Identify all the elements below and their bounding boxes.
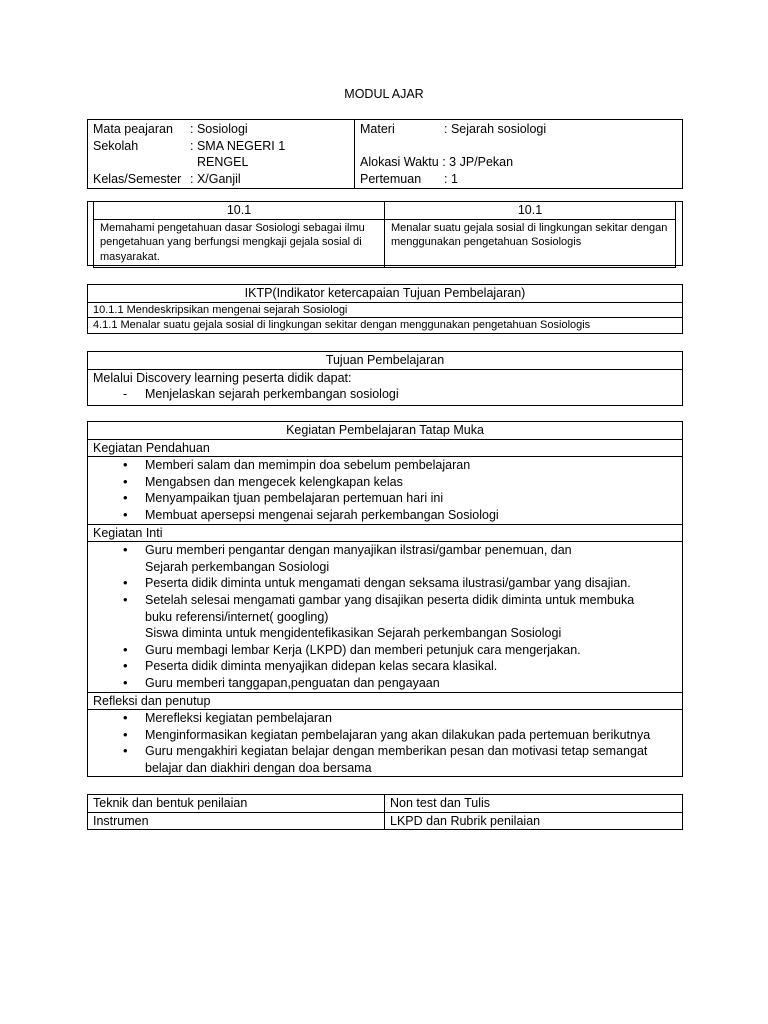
- list-item-cont: Sejarah perkembangan Sosiologi: [145, 559, 330, 574]
- list-item: • Merefleksi kegiatan pembelajaran: [93, 710, 677, 727]
- refleksi-list: [88, 710, 683, 777]
- tujuan-table: [87, 351, 683, 406]
- iktp-table: [87, 284, 683, 334]
- info-right-cell: [355, 120, 683, 189]
- materi-value: : Sejarah sosiologi: [444, 122, 547, 136]
- penilaian-label: Teknik dan bentuk penilaian: [88, 795, 385, 813]
- list-item: • Guru memberi pengantar dengan manyajikan ilstrasi/gambar penemuan, dan: [93, 542, 677, 559]
- kd-left-code: 10.1: [94, 202, 385, 220]
- list-item: • Guru memberi tanggapan,penguatan dan pengayaan: [93, 675, 677, 692]
- kelas-value: : X/Ganjil: [190, 171, 241, 186]
- info-left-cell: [88, 120, 355, 189]
- tujuan-body: [88, 369, 683, 405]
- alokasi-waktu: Alokasi Waktu : 3 JP/Pekan: [360, 155, 514, 170]
- list-item: • Peserta didik diminta untuk mengamati dengan seksama ilustrasi/gambar yang disajian.: [93, 575, 677, 592]
- list-item: • Setelah selesai mengamati gambar yang disajikan peserta didik diminta untuk membuka: [93, 592, 677, 609]
- list-item-cont: belajar dan diakhiri dengan doa bersama: [145, 760, 372, 775]
- tujuan-item: - Menjelaskan sejarah perkembangan sosiologi: [93, 386, 677, 403]
- sekolah-value: : SMA NEGERI 1: [190, 138, 286, 153]
- mata-pelajaran-value: : Sosiologi: [190, 122, 248, 136]
- list-item-cont: Siswa diminta untuk mengidentefikasikan Sejarah perkembangan Sosiologi: [145, 626, 562, 641]
- kd-right-text: Menalar suatu gejala sosial di lingkungan sekitar dengan menggunakan pengetahuan Sosiologis: [385, 219, 676, 267]
- list-item: • Memberi salam dan memimpin doa sebelum pembelajaran: [93, 457, 677, 474]
- list-item: • Membuat apersepsi mengenai sejarah perkembangan Sosiologi: [93, 507, 677, 524]
- sekolah-label: Sekolah: [93, 138, 139, 153]
- iktp-header: IKTP(Indikator ketercapaian Tujuan Pembelajaran): [88, 285, 683, 303]
- penilaian-table: [87, 794, 683, 830]
- materi-label: Materi: [360, 122, 395, 136]
- iktp-item: 10.1.1 Mendeskripsikan mengenai sejarah Sosiologi: [88, 302, 683, 318]
- kelas-label: Kelas/Semester: [93, 171, 182, 186]
- list-item-cont: buku referensi/internet( googling): [145, 609, 329, 624]
- list-item: • Menginformasikan kegiatan pembelajaran yang akan dilakukan pada pertemuan berikutnya: [93, 727, 677, 744]
- inti-label: Kegiatan Inti: [88, 524, 683, 542]
- kd-table: [93, 201, 676, 268]
- instrumen-value: LKPD dan Rubrik penilaian: [385, 812, 683, 830]
- tujuan-header: Tujuan Pembelajaran: [88, 352, 683, 370]
- kegiatan-table: [87, 421, 683, 777]
- kd-left-text: Memahami pengetahuan dasar Sosiologi sebagai ilmu pengetahuan yang berfungsi mengkaji gejala sosial di masyarakat.: [94, 219, 385, 267]
- list-item: • Guru mengakhiri kegiatan belajar dengan memberikan pesan dan motivasi tetap semangat: [93, 743, 677, 760]
- list-item: • Menyampaikan tjuan pembelajaran pertemuan hari ini: [93, 490, 677, 507]
- page-title: MODUL AJAR: [344, 87, 424, 101]
- kegiatan-header: Kegiatan Pembelajaran Tatap Muka: [88, 422, 683, 440]
- info-table: [87, 119, 683, 189]
- pertemuan-value: : 1: [444, 171, 458, 186]
- instrumen-label: Instrumen: [88, 812, 385, 830]
- list-item: • Peserta didik diminta menyajikan didepan kelas secara klasikal.: [93, 658, 677, 675]
- sekolah-value-cont: RENGEL: [197, 155, 249, 170]
- list-item: • Guru membagi lembar Kerja (LKPD) dan memberi petunjuk cara mengerjakan.: [93, 642, 677, 659]
- inti-list: [88, 542, 683, 692]
- kd-right-code: 10.1: [385, 202, 676, 220]
- iktp-item: 4.1.1 Menalar suatu gejala sosial di lingkungan sekitar dengan menggunakan pengetahuan Sosiologis: [88, 318, 683, 334]
- list-item: • Mengabsen dan mengecek kelengkapan kelas: [93, 474, 677, 491]
- pertemuan-label: Pertemuan: [360, 171, 422, 186]
- pendahuluan-list: [88, 457, 683, 524]
- refleksi-label: Refleksi dan penutup: [88, 692, 683, 710]
- mata-pelajaran-label: Mata peajaran: [93, 122, 173, 136]
- tujuan-intro: Melalui Discovery learning peserta didik dapat:: [93, 370, 352, 385]
- penilaian-value: Non test dan Tulis: [385, 795, 683, 813]
- pendahuluan-label: Kegiatan Pendahuan: [88, 439, 683, 457]
